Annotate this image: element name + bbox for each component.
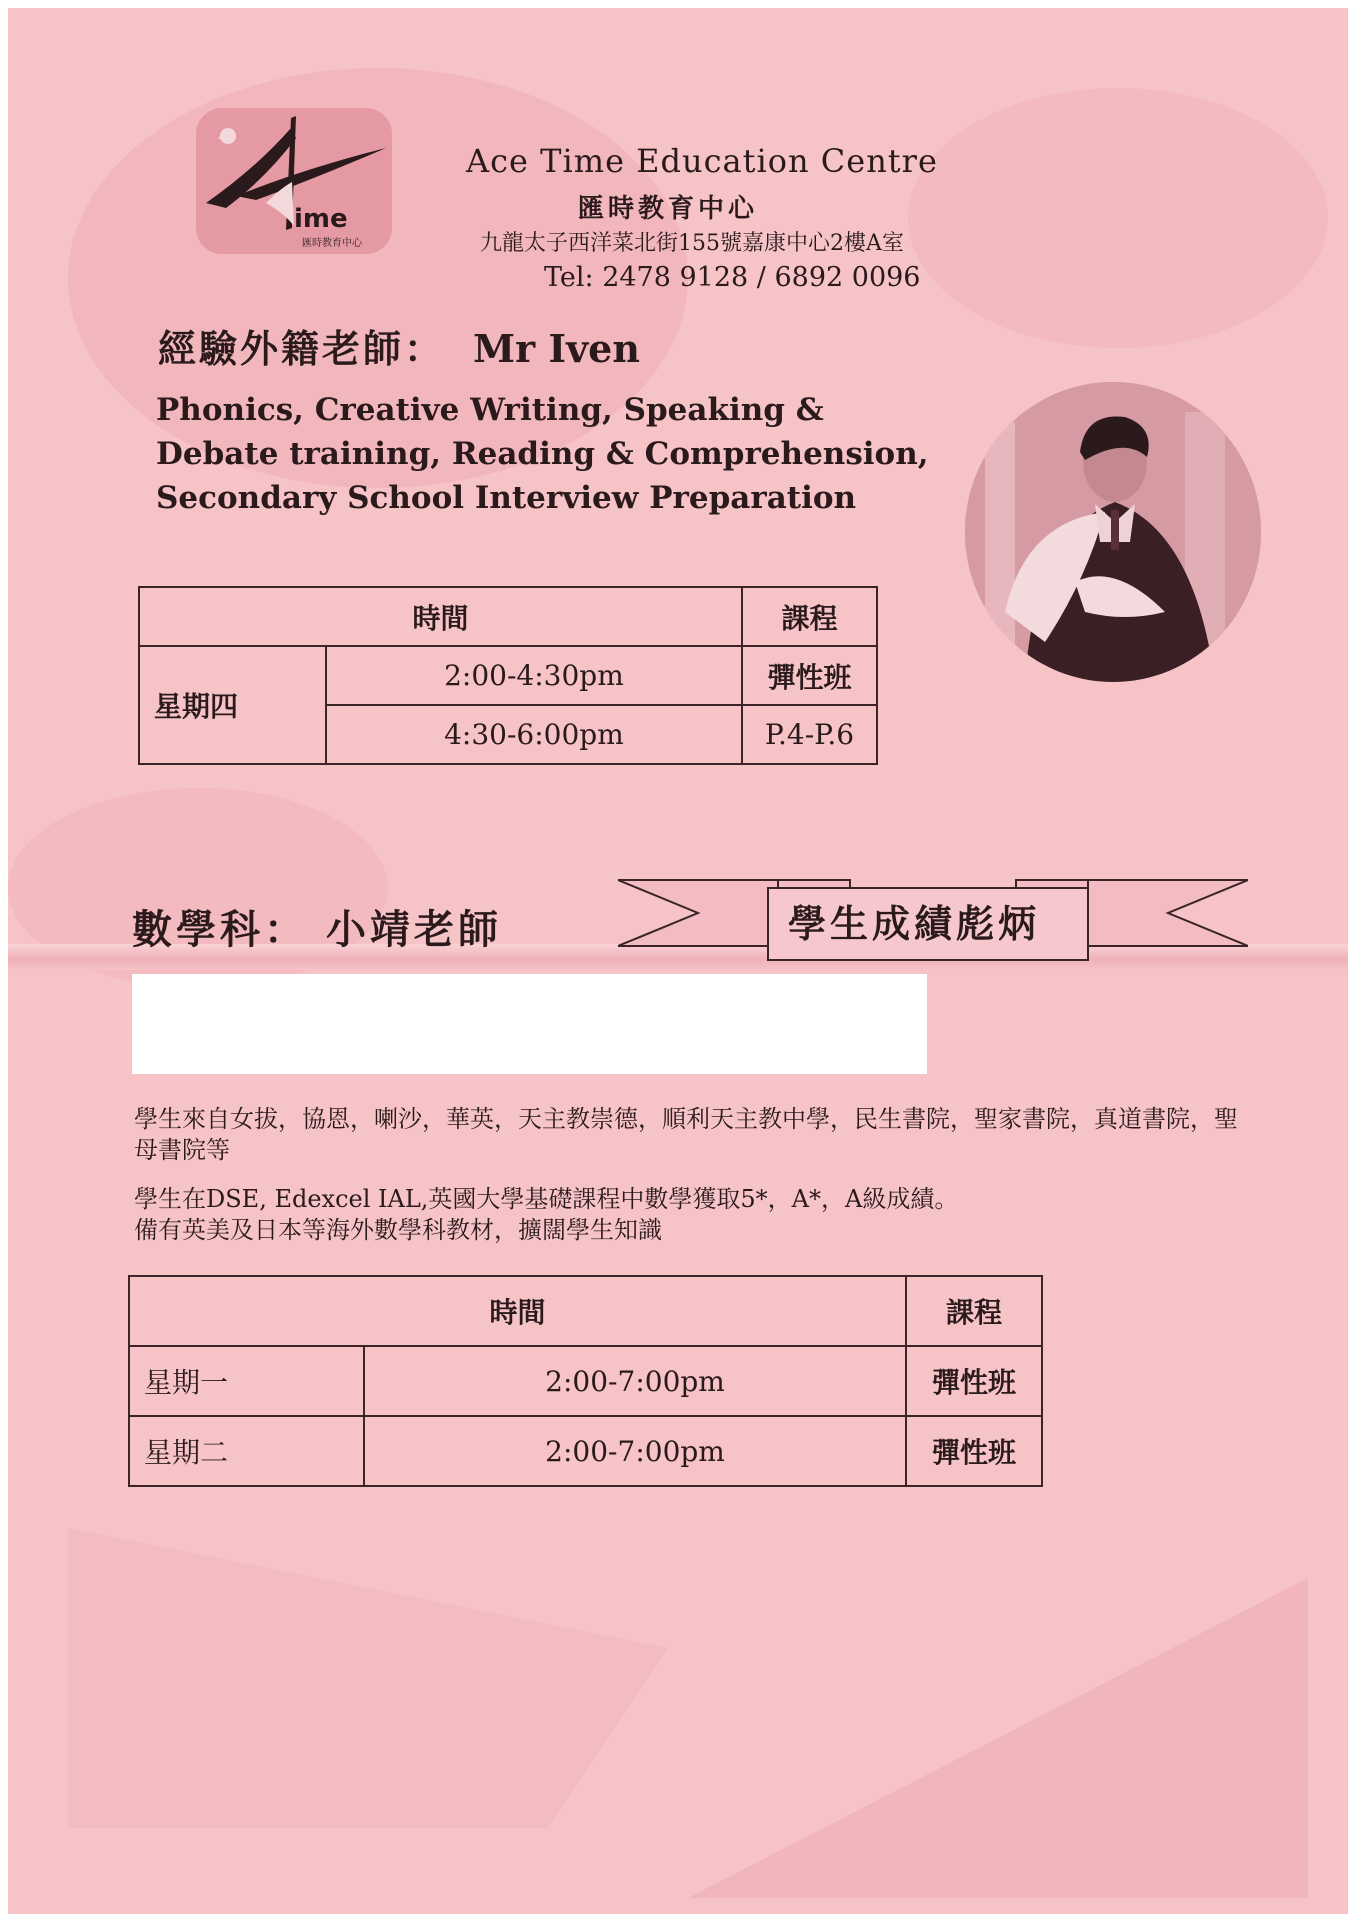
paper-stain — [908, 88, 1328, 348]
table-cell-course: P.4-P.6 — [742, 705, 877, 764]
math-teacher-label: 數學科： — [132, 906, 308, 953]
centre-name-en: Ace Time Education Centre — [466, 142, 938, 180]
table-row — [139, 587, 877, 646]
table-cell-course: 彈性班 — [906, 1346, 1042, 1416]
results-paragraph — [134, 1184, 1254, 1246]
table-header-time: 時間 — [139, 587, 742, 646]
table-cell-day: 星期四 — [139, 646, 326, 764]
english-teacher-name: Mr Iven — [473, 326, 640, 371]
teacher-portrait-icon — [965, 382, 1261, 682]
teacher-photo — [965, 382, 1261, 682]
centre-telephone: Tel: 2478 9128 / 6892 0096 — [544, 262, 921, 293]
english-teacher-heading — [158, 318, 640, 373]
centre-address: 九龍太子西洋菜北街155號嘉康中心2樓A室 — [480, 231, 904, 256]
centre-logo — [196, 108, 392, 254]
redacted-area — [132, 974, 927, 1074]
table-row — [129, 1276, 1042, 1346]
table-row — [129, 1346, 1042, 1416]
table-cell-time: 2:00-7:00pm — [364, 1416, 906, 1486]
results-line-2: 備有英美及日本等海外數學科教材，擴闊學生知識 — [134, 1216, 662, 1244]
math-schedule-table — [128, 1275, 1043, 1487]
table-row — [139, 646, 877, 705]
table-header-course: 課程 — [906, 1276, 1042, 1346]
table-row — [129, 1416, 1042, 1486]
table-header-course: 課程 — [742, 587, 877, 646]
table-cell-day: 星期一 — [129, 1346, 364, 1416]
english-teacher-label: 經驗外籍老師： — [158, 326, 446, 371]
math-teacher-name: 小靖老師 — [326, 906, 502, 953]
table-cell-time: 2:00-7:00pm — [364, 1346, 906, 1416]
table-cell-time: 4:30-6:00pm — [326, 705, 742, 764]
table-cell-time: 2:00-4:30pm — [326, 646, 742, 705]
table-header-time: 時間 — [129, 1276, 906, 1346]
logo-text: ime — [294, 204, 348, 234]
paper-stain — [68, 1528, 668, 1828]
flyer-sheet — [8, 8, 1348, 1914]
table-cell-day: 星期二 — [129, 1416, 364, 1486]
table-cell-course: 彈性班 — [742, 646, 877, 705]
table-cell-course: 彈性班 — [906, 1416, 1042, 1486]
torn-paper-shape — [688, 1578, 1308, 1898]
english-subjects: Phonics, Creative Writing, Speaking & Debate training, Reading & Comprehension, Secondary School Interview Preparation — [156, 392, 929, 516]
logo-subtext: 匯時教育中心 — [302, 238, 362, 249]
math-teacher-heading — [132, 898, 502, 955]
results-line-1: 學生在DSE, Edexcel IAL,英國大學基礎課程中數學獲取5*，A*，A級成績。 — [134, 1185, 959, 1213]
banner-text: 學生成績彪炳 — [788, 901, 1041, 946]
english-schedule-table — [138, 586, 878, 765]
centre-name-cn: 匯時教育中心 — [578, 194, 759, 224]
schools-paragraph: 學生來自女拔，協恩，喇沙，華英，天主教崇德，順利天主教中學，民生書院，聖家書院，真道書院，聖母書院等 — [134, 1105, 1238, 1164]
